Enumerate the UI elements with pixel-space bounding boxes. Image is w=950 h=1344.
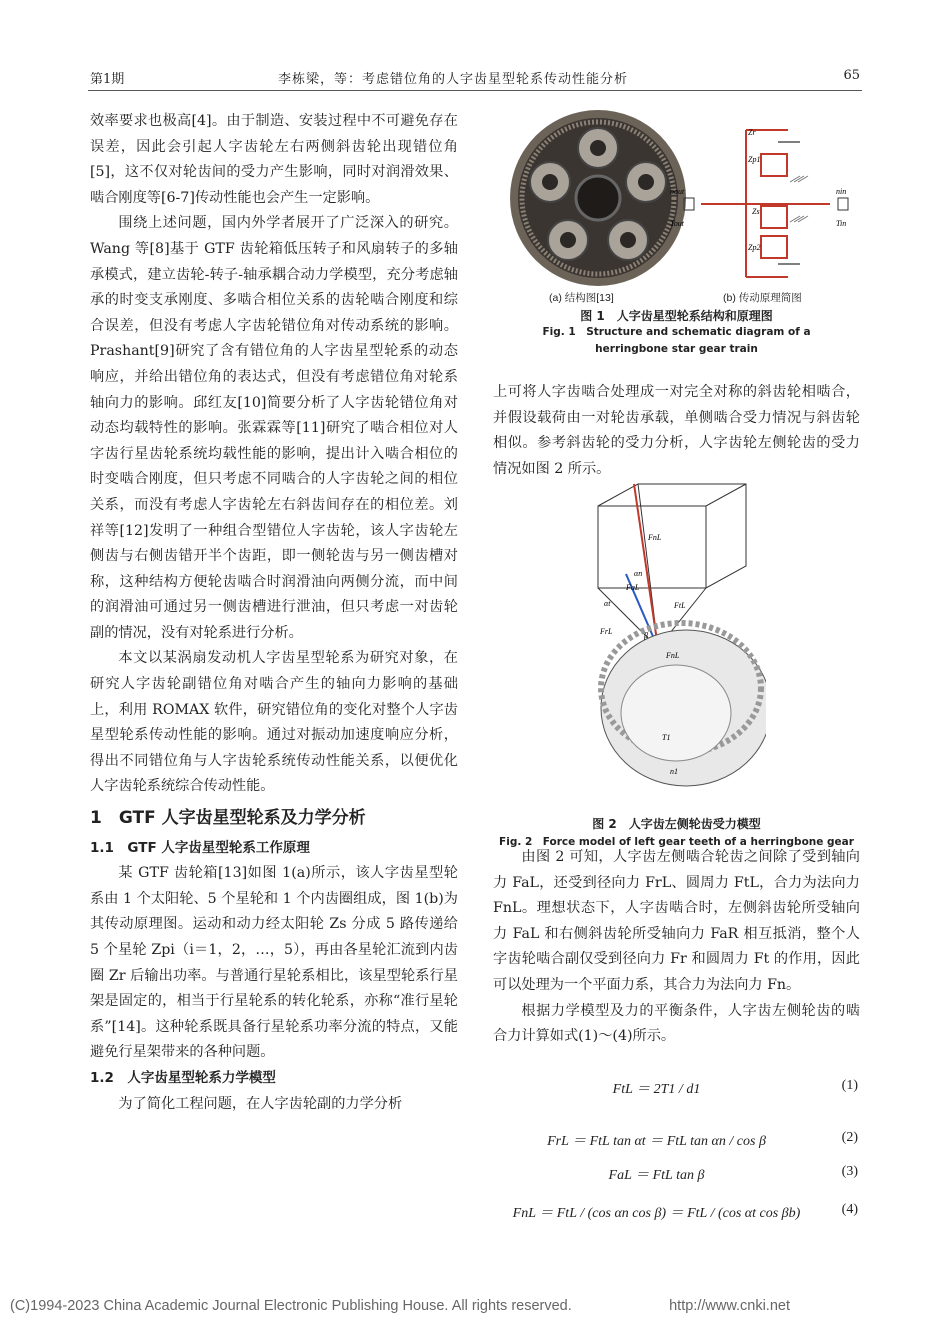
equation-4-number: (4) xyxy=(841,1202,858,1217)
fig1-caption-en-line1: Fig. 1 Structure and schematic diagram of a xyxy=(542,326,811,338)
equation-1 xyxy=(493,1072,860,1102)
right-column-bottom xyxy=(493,845,860,1050)
label-t1: T1 xyxy=(662,733,671,742)
paragraph: 上可将人字齿啮合处理成一对完全对称的斜齿轮相啮合，并假设载荷由一对轮齿承载，单侧啮合受力情况与斜齿轮相似。参考斜齿轮的受力分析，人字齿轮左侧轮齿的受力情况如图 2 所示。 xyxy=(493,384,860,477)
equation-3-number: (3) xyxy=(841,1164,858,1179)
left-column xyxy=(90,109,458,1117)
fig1-caption-en-line2: herringbone star gear train xyxy=(595,343,758,355)
equation-2-number: (2) xyxy=(841,1130,858,1145)
paragraph: 某 GTF 齿轮箱[13]如图 1(a)所示，该人字齿星型轮系由 1 个太阳轮、5 个星轮和 1 个内齿圈组成，图 1(b)为其传动原理图。运动和动力经太阳轮 Zs 分成 5 路传递给 5 个星轮 Zpi（i＝1，2，…，5），再由各星轮汇流到内齿圈 Zr 后输出功率。与普通行星轮系相比，该星型轮系行星架是固定的，相当于行星轮系的转化轮系，亦称“准行星轮系”[14]。这种轮系既具备行星轮系功率分流的特点，又能避免行星架带来的各种问题。 xyxy=(90,865,458,1061)
fig1-caption-cn: 图 1 人字齿星型轮系结构和原理图 xyxy=(580,309,773,323)
fig1b-label: (b) 传动原理简图 xyxy=(723,292,802,304)
label-zr: Zr xyxy=(748,128,756,137)
figure-2-force-model xyxy=(596,478,766,808)
label-zp1: Zp1 xyxy=(748,155,761,164)
copyright: (C)1994-2023 China Academic Journal Electronic Publishing House. All rights reserved. xyxy=(10,1298,572,1314)
label-frl: FrL xyxy=(600,627,613,636)
paragraph: 围绕上述问题，国内外学者展开了广泛深入的研究。Wang 等[8]基于 GTF 齿轮箱低压转子和风扇转子的多轴承模式，建立齿轮-转子-轴承耦合动力学模型，充分考虑轴承的时变支承刚度、多啮合相位关系的齿轮啮合刚度和综合误差，但没有考虑人字齿轮错位角对传动系统的影响。Prashant[9]研究了含有错位角的人字齿星型轮系的动态响应，并给出错位角的表达式，但没有考虑错位角对轮系轴向力的影响。邱红友[10]简要分析了人字齿轮错位角对动态均载特性的影响。张霖霖等[11]研究了啮合相位对人字齿行星齿轮系统均载性能的影响，提出计入啮合相位的时变啮合刚度，但只考虑不同啮合的人字齿轮之间的相位关系，而没有考虑人字齿轮左右斜齿间存在的相位差。刘祥等[12]发明了一种组合型错位人字齿轮，该人字齿轮左侧齿与右侧齿错开半个齿距，即一侧轮齿与另一侧齿槽对称，这种结构方便轮齿啮合时润滑油向两侧分流，而中间的润滑油可通过另一侧齿槽进行泄油，但只考虑一对齿轮副的情况，没有对轮系进行分析。 xyxy=(90,215,458,641)
paragraph: 根据力学模型及力的平衡条件，人字齿左侧轮齿的啮合力计算如式(1)～(4)所示。 xyxy=(493,1002,860,1045)
right-column-top xyxy=(493,380,860,482)
figure-1-schematic xyxy=(668,122,858,287)
issue-number: 第1期 xyxy=(90,72,125,87)
label-fnl2: FnL xyxy=(666,651,680,660)
equation-2 xyxy=(493,1124,860,1154)
equation-3-body: FaL ＝ FtL tan β xyxy=(608,1168,705,1183)
subsection-heading: 1.2 人字齿星型轮系力学模型 xyxy=(90,1069,276,1086)
label-tin: Tin xyxy=(836,219,847,228)
label-fal: FaL xyxy=(626,583,640,592)
running-title: 李栋梁，等：考虑错位角的人字齿星型轮系传动性能分析 xyxy=(278,72,629,87)
footer-url[interactable]: http://www.cnki.net xyxy=(669,1298,790,1314)
label-fnl: FnL xyxy=(648,533,662,542)
label-at: αt xyxy=(604,599,611,608)
paragraph: 本文以某涡扇发动机人字齿星型轮系为研究对象，在研究人字齿轮副错位角对啮合产生的轴向力影响的基础上，利用 ROMAX 软件，研究错位角的变化对整个人字齿星型轮系传动性能的影响。通过对振动加速度响应分析，得出不同错位角与人字齿轮系统传动性能关系，以便优化人字齿轮系统综合传动性能。 xyxy=(90,650,458,795)
section-heading: 1 GTF 人字齿星型轮系及力学分析 xyxy=(90,808,366,829)
fig1a-label: (a) 结构图[13] xyxy=(549,292,614,304)
label-zs: Zs xyxy=(752,207,760,216)
fig2-caption-cn: 图 2 人字齿左侧轮齿受力模型 xyxy=(592,817,761,831)
equation-2-body: FrL ＝ FtL tan αt ＝ FtL tan αn / cos β xyxy=(547,1134,766,1149)
fig1-caption-en xyxy=(493,324,860,358)
label-an: αn xyxy=(634,569,643,578)
label-zp2: Zp2 xyxy=(748,243,761,252)
equation-4 xyxy=(493,1196,860,1226)
figure-1-photo xyxy=(508,108,688,288)
fig2-caption-en: Fig. 2 Force model of left gear teeth of a herringbone gear xyxy=(499,836,854,848)
paragraph: 效率要求也极高[4]。由于制造、安装过程中不可避免存在误差，因此会引起人字齿轮左右两侧斜齿轮出现错位角[5]，这不仅对轮齿间的受力产生影响，同时对润滑效果、啮合刚度等[6-7]传动性能也会产生一定影响。 xyxy=(90,113,458,206)
label-tout: Tout xyxy=(670,219,684,228)
paragraph: 由图 2 可知，人字齿左侧啮合轮齿之间除了受到轴向力 FaL，还受到径向力 FrL、圆周力 FtL，合力为法向力 FnL。理想状态下，人字齿啮合时，左侧斜齿轮所受轴向力 FaL 和右侧斜齿轮所受轴向力 FaR 相互抵消，整个人字齿轮啮合副仅受到径向力 Fr 和圆周力 Ft 的作用，因此可以处理为一个平面力系，其合力为法向力 Fn。 xyxy=(493,849,860,993)
equation-3 xyxy=(493,1158,860,1188)
label-ftl: FtL xyxy=(674,601,686,610)
equation-4-body: FnL ＝ FtL / (cos αn cos β) ＝ FtL / (cos αt cos βb) xyxy=(512,1206,801,1221)
running-header xyxy=(88,62,862,91)
label-nin: nin xyxy=(836,187,847,196)
label-beta: β xyxy=(644,631,648,640)
label-nout: nout xyxy=(670,187,685,196)
paragraph: 为了简化工程问题，在人字齿轮副的力学分析 xyxy=(118,1095,403,1112)
page-number: 65 xyxy=(843,68,860,83)
equation-1-number: (1) xyxy=(841,1078,858,1093)
subsection-heading: 1.1 GTF 人字齿星型轮系工作原理 xyxy=(90,839,310,856)
equation-1-body: FtL ＝ 2T1 / d1 xyxy=(612,1082,701,1097)
label-n1: n1 xyxy=(670,767,678,776)
